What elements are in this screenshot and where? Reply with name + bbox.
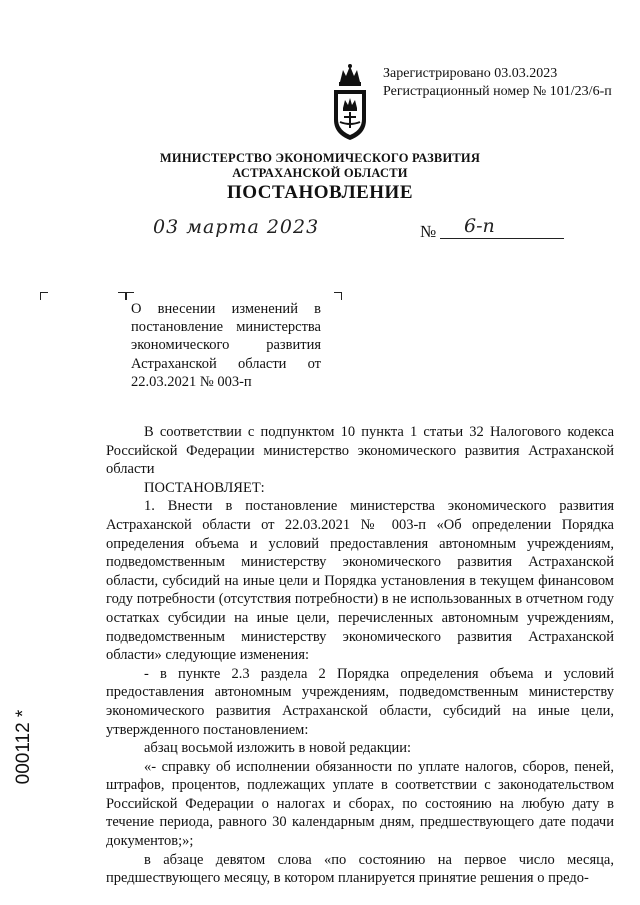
handwritten-date: 03 марта 2023 xyxy=(153,216,320,238)
handwritten-number: 6-п xyxy=(464,215,495,237)
ministry-line-2: АСТРАХАНСКОЙ ОБЛАСТИ xyxy=(232,166,408,180)
registration-date: Зарегистрировано 03.03.2023 xyxy=(383,66,558,81)
paragraph-ninth-instruction: в абзаце девятом слова «по состоянию на первое число месяца, предшествующего месяцу, в котором планируется принятие решения о предо- xyxy=(106,851,614,887)
item-1-paragraph: 1. Внести в постановление министерства экономического развития Астраханской области от 22.03.2021 № 003-п «Об определении Порядка определения объема и условий предоставления автономным учреждениям, подведомственным министерству экономического развития Астраханской области, субсидий на иные цели и Порядка установления в текущем финансовом году потребности (отсутствия потребности) в не использованных в отчетном году остатках субсидии на иные цели, перечисленных автономным учреждениям, подведомственным министерству экономического развития Астраханской области» следующие изменения: xyxy=(106,498,614,664)
document-body xyxy=(106,423,614,888)
side-stamp-number: 000112 * xyxy=(13,709,34,785)
preamble-paragraph: В соответствии с подпунктом 10 пункта 1 статьи 32 Налогового кодекса Российской Федерации министерство экономического развития Астраханской области xyxy=(106,424,614,478)
corner-bracket-top-left xyxy=(40,292,48,300)
ministry-line-1: МИНИСТЕРСТВО ЭКОНОМИЧЕСКОГО РАЗВИТИЯ xyxy=(159,151,481,165)
document-subject: О внесении изменений в постановление министерства экономического развития Астраханской области от 22.03.2021 № 003-п xyxy=(131,301,321,390)
corner-bracket-top-right-2 xyxy=(334,292,342,300)
ministry-name xyxy=(0,151,640,181)
corner-bracket-top-right xyxy=(118,292,126,300)
number-underline xyxy=(440,238,564,239)
corner-bracket-top-left-2 xyxy=(126,292,134,300)
registration-number: Регистрационный номер № 101/23/6-п xyxy=(383,84,612,99)
side-stamp xyxy=(4,662,44,832)
number-label: № xyxy=(420,222,437,241)
document-type-title: ПОСТАНОВЛЕНИЕ xyxy=(226,182,414,203)
registration-block xyxy=(383,65,612,101)
quoted-new-text: «- справку об исполнении обязанности по уплате налогов, сборов, пеней, штрафов, процентов, подлежащих уплате в соответствии с законодательством Российской Федерации о налогах и сборах, по состоянию на любую дату в течение периода, равного 30 календарным дням, предшествующего дате подачи документов;»; xyxy=(106,758,614,850)
resolves-heading: ПОСТАНОВЛЯЕТ: xyxy=(144,479,265,496)
item-1-sub-paragraph: - в пункте 2.3 раздела 2 Порядка определения объема и условий предоставления автономным учреждениям, подведомственным министерству экономического развития Астраханской области, субсидий на иные цели, утвержденного постановлением: xyxy=(106,665,614,738)
coat-of-arms-emblem xyxy=(326,62,374,142)
paragraph-eighth-instruction: абзац восьмой изложить в новой редакции: xyxy=(144,740,412,757)
